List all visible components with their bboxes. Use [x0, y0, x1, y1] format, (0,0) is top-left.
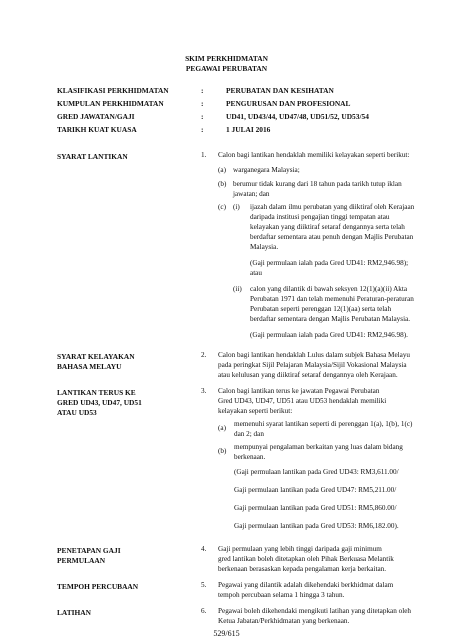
section-text: Pegawai yang dilantik adalah dikehendaki berkhidmat dalam [218, 581, 394, 589]
info-colon: : [201, 125, 204, 134]
section-text: pada peringkat Sijil Pelajaran Malaysia/Sijil Vokasional Malaysia [218, 361, 407, 369]
section-number: 5. [201, 581, 207, 589]
item-text: berdaftar sementara dengan Majlis Perubatan Malaysia. [250, 315, 411, 323]
item-text: memenuhi syarat lantikan seperti di perenggan 1(a), 1(b), 1(c) [234, 420, 413, 428]
info-value-gred: UD41, UD43/44, UD47/48, UD51/52, UD53/54 [226, 112, 369, 121]
subitem-marker: (i) [233, 203, 240, 211]
info-label-tarikh: TARIKH KUAT KUASA [57, 125, 137, 134]
info-colon: : [201, 112, 204, 121]
section-intro: Calon bagi lantikan hendaklah memiliki kelayakan seperti berikut: [218, 151, 410, 159]
item-text: dan 2; dan [234, 430, 264, 438]
info-label-klasifikasi: KLASIFIKASI PERKHIDMATAN [57, 86, 169, 95]
salary-note: (Gaji permulaan ialah pada Gred UD41: RM2,946.98); [250, 259, 409, 267]
item-text: jawatan; dan [233, 190, 270, 198]
info-value-kumpulan: PENGURUSAN DAN PROFESIONAL [226, 99, 351, 108]
item-text: Malaysia. [250, 243, 279, 251]
info-value-tarikh: 1 JULAI 2016 [226, 125, 271, 134]
item-text: mempunyai pengalaman berkaitan yang luas dalam bidang [234, 443, 403, 451]
salary-note: (Gaji permulaan ialah pada Gred UD41: RM2,946.98). [250, 331, 408, 339]
section-number: 4. [201, 545, 207, 553]
section-label-bahasa: BAHASA MELAYU [57, 362, 122, 371]
item-text: Perubatan 1971 dan telah memenuhi Peraturan-peraturan [250, 295, 414, 303]
item-text: berdaftar sementara atau penuh dengan Majlis Perubatan [250, 233, 414, 241]
page-number: 529/615 [213, 629, 240, 638]
section-label-penetapan: PERMULAAN [57, 556, 106, 565]
section-text: gred lantikan boleh ditetapkan oleh Pihak Berkuasa Melantik [218, 555, 394, 563]
item-text: kelayakan yang diiktiraf setaraf dengannya serta telah [250, 223, 405, 231]
section-text: Pegawai boleh dikehendaki mengikuti latihan yang ditetapkan oleh [218, 607, 412, 615]
doc-title-line2: PEGAWAI PERUBATAN [185, 64, 268, 73]
section-number: 1. [201, 151, 207, 159]
item-marker: (a) [218, 424, 226, 432]
section-text: Calon bagi lantikan terus ke jawatan Pegawai Perubatan [218, 387, 380, 395]
section-text: tempoh percubaan selama 1 hingga 3 tahun. [218, 591, 345, 599]
section-label-percubaan: TEMPOH PERCUBAAN [57, 582, 139, 591]
salary-note: Gaji permulaan lantikan pada Gred UD51: RM5,860.00/ [234, 504, 397, 512]
item-text: berumur tidak kurang dari 18 tahun pada tarikh tutup iklan [233, 180, 402, 188]
salary-note: Gaji permulaan lantikan pada Gred UD53: RM6,182.00). [234, 522, 399, 530]
item-marker: (b) [218, 447, 227, 455]
subitem-marker: (ii) [233, 285, 242, 293]
item-text: calon yang dilantik di bawah seksyen 12(1)(a)(ii) Akta [250, 285, 408, 293]
section-text: berkenaan berasaskan kepada pengalaman kerja berkaitan. [218, 565, 387, 573]
section-label-syarat-lantikan: SYARAT LANTIKAN [57, 152, 128, 161]
section-label-penetapan: PENETAPAN GAJI [57, 546, 121, 555]
item-text: berkenaan. [234, 453, 266, 461]
section-label-terus: ATAU UD53 [57, 408, 97, 417]
item-text: warganegara Malaysia; [233, 166, 300, 174]
info-colon: : [201, 86, 204, 95]
item-text: ijazah dalam ilmu perubatan yang diiktiraf oleh Kerajaan [250, 203, 415, 211]
doc-title-line1: SKIM PERKHIDMATAN [185, 54, 268, 63]
section-number: 2. [201, 351, 207, 359]
section-text: Gred UD43, UD47, UD51 atau UD53 hendaklah memiliki [218, 397, 387, 405]
section-text: Gaji permulaan yang lebih tinggi daripada gaji minimum [218, 545, 382, 553]
section-text: Calon bagi lantikan hendaklah Lulus dalam subjek Bahasa Melayu [218, 351, 411, 359]
info-label-kumpulan: KUMPULAN PERKHIDMATAN [57, 99, 164, 108]
info-colon: : [201, 99, 204, 108]
section-number: 3. [201, 387, 207, 395]
section-text: kelayakan seperti berikut: [218, 407, 293, 415]
item-marker: (c) [218, 203, 226, 211]
section-label-latihan: LATIHAN [57, 608, 91, 617]
section-label-bahasa: SYARAT KELAYAKAN [57, 352, 135, 361]
item-text: daripada institusi pengajian tinggi tempatan atau [250, 213, 390, 221]
item-text: Perubatan seperti perenggan 12(1)(aa) serta telah [250, 305, 392, 313]
section-text: Ketua Jabatan/Perkhidmatan yang berkenaan. [218, 617, 350, 625]
salary-note: (Gaji permulaan lantikan pada Gred UD43: RM3,611.00/ [234, 468, 399, 476]
item-marker: (b) [218, 180, 227, 188]
item-marker: (a) [218, 166, 226, 174]
section-label-terus: LANTIKAN TERUS KE [57, 388, 136, 397]
section-number: 6. [201, 607, 207, 615]
info-label-gred: GRED JAWATAN/GAJI [57, 112, 135, 121]
section-label-terus: GRED UD43, UD47, UD51 [57, 398, 142, 407]
salary-note: Gaji permulaan lantikan pada Gred UD47: RM5,211.00/ [234, 486, 397, 494]
section-text: atau kelulusan yang diiktiraf setaraf dengannya oleh Kerajaan. [218, 371, 398, 379]
item-text: atau [250, 269, 262, 277]
info-value-klasifikasi: PERUBATAN DAN KESIHATAN [226, 86, 334, 95]
